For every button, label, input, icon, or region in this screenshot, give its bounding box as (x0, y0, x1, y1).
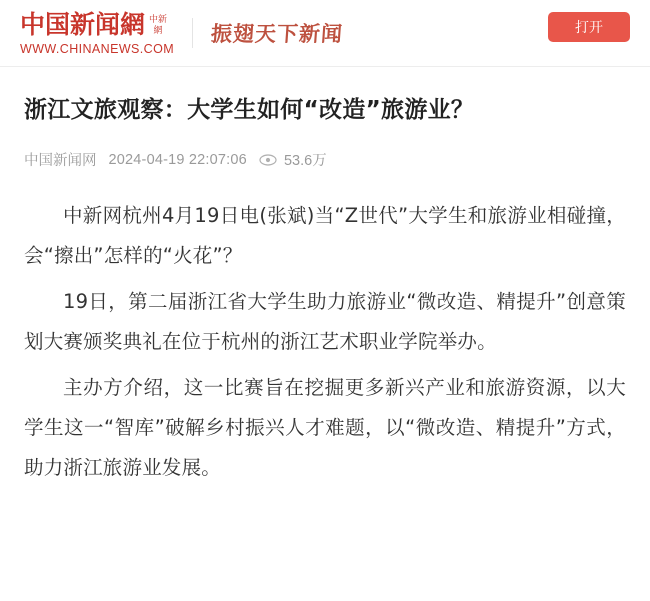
site-logo[interactable] (20, 11, 174, 56)
header-divider (0, 66, 650, 67)
article-body-container (0, 93, 650, 488)
meta-views (259, 149, 327, 170)
meta-views-count: 53.6万 (283, 153, 327, 169)
logo-badge-text (148, 11, 168, 36)
open-button[interactable]: 打开 (548, 12, 630, 42)
article-paragraph: 中新网杭州4月19日电(张斌)当“Z世代”大学生和旅游业相碰撞，会“擦出”怎样的“火花”？ (24, 204, 626, 267)
article-paragraph: 19日，第二届浙江省大学生助力旅游业“微改造、精提升”创意策划大赛颁奖典礼在位于杭州的浙江艺术职业学院举办。 (24, 290, 626, 353)
logo-main-text: 中国新闻網 (20, 9, 146, 39)
secondary-logo: 振翅天下新闻 (210, 21, 344, 46)
logo-url-text: WWW.CHINANEWS.COM (20, 41, 175, 56)
logo-text-row (20, 11, 168, 39)
meta-date: 2024-04-19 22:07:06 (108, 151, 247, 168)
brand-area[interactable] (20, 11, 343, 56)
eye-icon (259, 154, 277, 166)
site-header (0, 0, 650, 66)
logo-badge-line1: 中新 (149, 13, 168, 24)
logo-divider (192, 18, 193, 48)
article-paragraph: 主办方介绍，这一比赛旨在挖掘更多新兴产业和旅游资源，以大学生这一“智库”破解乡村振兴人才难题，以“微改造、精提升”方式，助力浙江旅游业发展。 (24, 376, 626, 479)
logo-badge-line2: 網 (153, 24, 163, 35)
article-content (24, 196, 626, 488)
page-title: 浙江文旅观察：大学生如何“改造”旅游业？ (24, 97, 475, 123)
article-meta (24, 149, 626, 170)
meta-source: 中国新闻网 (24, 153, 97, 169)
